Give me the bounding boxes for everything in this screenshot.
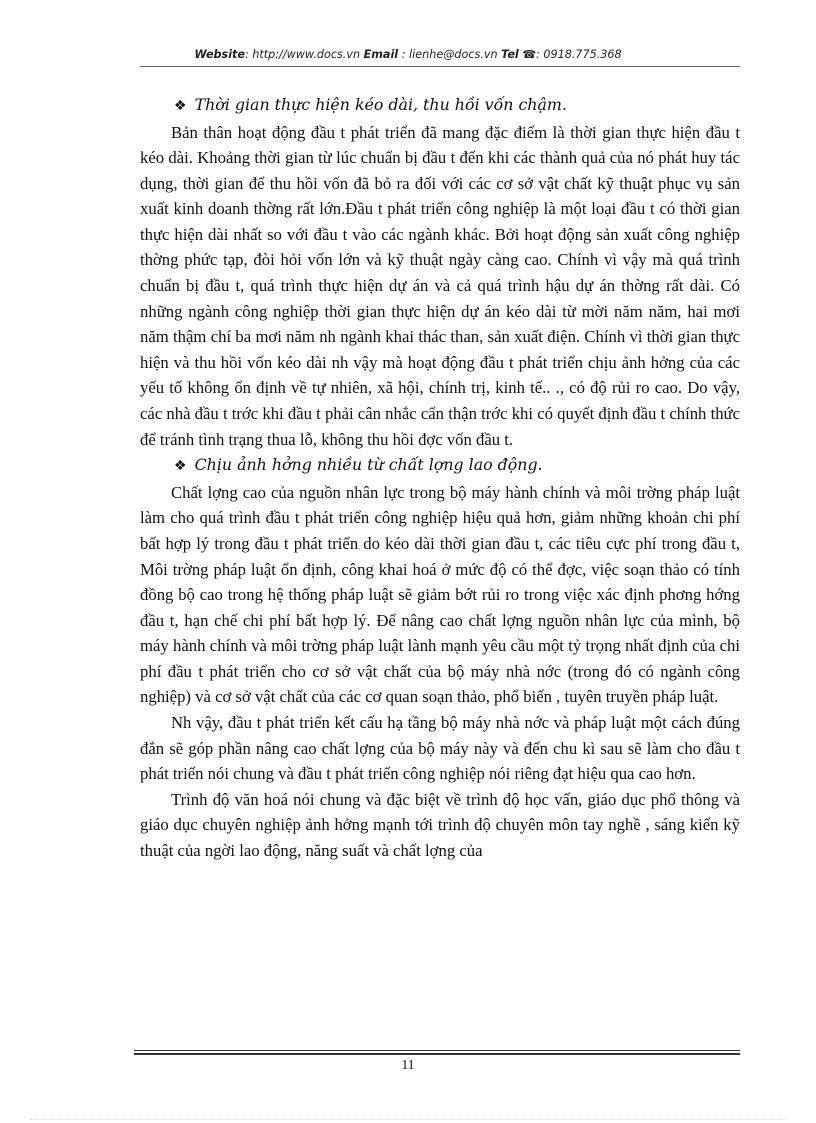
footer-rule	[134, 1050, 740, 1051]
section-heading-text: Thời gian thực hiện kéo dài, thu hồi vốn chậm.	[194, 95, 567, 114]
phone-number: : 0918.775.368	[536, 48, 622, 61]
website-url: : http://www.docs.vn	[244, 48, 364, 61]
diamond-bullet-icon: ❖	[174, 458, 187, 475]
body-paragraph: Trình độ văn hoá nói chung và đặc biệt về trình độ học vấn, giáo dục phổ thông và giáo dục chuyên nghiệp ảnh hởng mạnh tới trình độ chuyên môn tay nghề , sáng kiến kỹ thuật của ngời lao động, năng suất và chất lợng của	[140, 789, 740, 861]
section-heading-2	[174, 452, 740, 480]
footer-rule-thick	[134, 1053, 740, 1055]
body-paragraph: Chất lợng cao của nguồn nhân lực trong bộ máy hành chính và môi trờng pháp luật làm cho quá trình đầu t phát triển công nghiệp hiệu quả hơn, giảm những khoản chi phí bất hợp lý trong đầu t phát triển do kéo dài thời gian đầu t, các tiêu cực phí trong đầu t, Môi trờng pháp luật ổn định, công khai hoá ở mức độ có thể đợc, việc soạn thảo có tính đồng bộ cao trong hệ thống pháp luật sẽ giảm bớt rủi ro trong việc xác định phơng hớng đầu t, hạn chế chi phí bất hợp lý. Để nâng cao chất lợng nguồn nhân lực của mình, bộ máy hành chính và môi trờng pháp luật lành mạnh yêu cầu một tỷ trọng nhất định của chi phí đầu t phát triển cho cơ sở vật chất của bộ máy nhà nớc (trong đó có ngành công nghiệp) và cơ sở vật chất của các cơ quan soạn thảo, phổ biến , tuyên truyền pháp luật.	[140, 482, 740, 707]
section-heading-1	[174, 92, 740, 120]
page-number: 11	[401, 1057, 415, 1072]
bottom-dotted-rule	[30, 1119, 786, 1120]
header-rule	[140, 66, 740, 67]
diamond-bullet-icon: ❖	[174, 98, 187, 114]
body-paragraph: Bản thân hoạt động đầu t phát triển đã mang đặc điểm là thời gian thực hiện đầu t kéo dài. Khoảng thời gian từ lúc chuẩn bị đầu t đến khi các thành quả của nó phát huy tác dụng, thời gian để thu hồi vốn đã bỏ ra đối với các cơ sở vật chất kỹ thuật phục vụ sản xuất kinh doanh thờng rất lớn.Đầu t phát triển công nghiệp là một loại đầu t có thời gian thực hiện dài nhất so với đầu t vào các ngành khác. Bởi hoạt động sản xuất công nghiệp thờng phức tạp, đòi hỏi vốn lớn và kỹ thuật ngày càng cao. Chính vì vậy mà quá trình chuẩn bị đầu t, quá trình thực hiện dự án và cả quá trình hậu dự án thờng rất dài. Có những ngành công nghiệp thời gian thực hiện dự án kéo dài từ mời năm năm, hai mơi năm thậm chí ba mơi năm nh ngành khai thác than, sản xuất điện. Chính vì thời gian thực hiện và thu hồi vốn kéo dài nh vậy mà hoạt động đầu t phát triển chịu ảnh hởng của các yếu tố không ổn định về tự nhiên, xã hội, chính trị, kinh tế.. ., có độ rủi ro cao. Do vậy, các nhà đầu t trớc khi đầu t phải cân nhắc cẩn thận trớc khi có quyết định đầu t chính thức để tránh tình trạng thua lỗ, không thu hồi đợc vốn đầu t.	[140, 122, 740, 449]
phone-icon: ☎	[522, 48, 537, 61]
page-header	[0, 48, 816, 61]
body-paragraph: Nh vậy, đầu t phát triển kết cấu hạ tầng bộ máy nhà nớc và pháp luật một cách đúng đắn sẽ góp phần nâng cao chất lợng của bộ máy này và đến chu kì sau sẽ làm cho đầu t phát triển nói chung và đầu t phát triển công nghiệp nói riêng đạt hiệu qua cao hơn.	[140, 713, 740, 784]
email-label: Email	[363, 48, 399, 61]
tel-label: Tel	[501, 48, 519, 61]
section-heading-text: Chịu ảnh hởng nhiều từ chất lợng lao động.	[194, 455, 543, 475]
email-address: : lienhe@docs.vn	[398, 48, 502, 61]
page-body	[140, 92, 740, 864]
website-label: Website	[194, 48, 245, 61]
